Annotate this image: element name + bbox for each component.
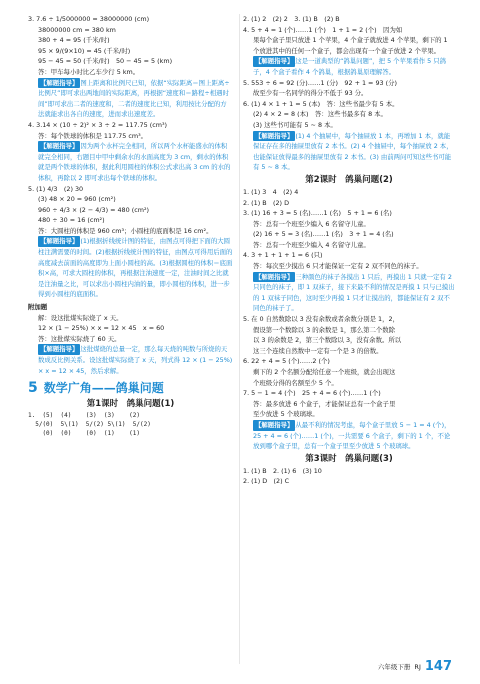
answer-line: 380 + 4 = 95 (千米/时) — [38, 36, 110, 45]
answer-line: (2) 4 × 2 = 8 (本) 答：这些书最多有 8 本。 — [253, 110, 387, 119]
answer-line: 至少放进 5 个玻璃球。 — [253, 410, 319, 419]
answer-line: 答：每个铁球的体积是 117.75 cm³。 — [38, 131, 148, 140]
answer-line: 3. (1) 16 + 3 = 5 (名)……1 (名) 5 + 1 = 6 (名) — [243, 209, 392, 218]
answer-grid-line: (0) (0) (0) (1) (1) — [28, 430, 140, 438]
unit-number: 5 — [28, 380, 38, 397]
tip-tag: 【解题指导】 — [40, 237, 79, 246]
page-footer — [378, 659, 452, 674]
right-column — [243, 14, 455, 487]
solution-tip — [28, 141, 233, 183]
column-divider — [239, 14, 240, 664]
tip-text: 这批煤烧的总量一定，那么每天烧的吨数与所烧的天数成反比例关系。设这批煤实际烧了 x 天，列式得 12 × (1 − 25%) × x = 12 × 45，然后求解。 — [38, 345, 233, 375]
solution-tip — [28, 344, 233, 376]
answer-line: 答：总有一个班至少编入 6 名留守儿童。 — [253, 219, 370, 228]
lesson-heading: 第1课时 鸽巢问题(1) — [86, 399, 175, 410]
answer-line: 6. 22 + 4 = 5 (个)……2 (个) — [243, 357, 330, 366]
answer-paragraph: 果每个盒子里只放进 1 个苹果，4 个盒子就放进 4 个苹果，剩下的 1 个放进其中的任何一个盒子，都会出现有一个盒子放进 2 个苹果。 — [253, 36, 448, 55]
answer-grid-line: 5/(0) 5\(1) 5/(2) 5\(1) 5/(2) — [28, 421, 151, 429]
answer-line: 以 3 的余数是 2，第三个数除以 3，没有余数。所以 — [253, 336, 402, 345]
tip-text: 这是一道典型的“鸽巢问题”，把 5 个苹果看作 5 只鸽子，4 个盒子看作 4 个鸽巢，根据鸽巢原理解答。 — [253, 57, 447, 76]
answer-line: (3) 这些书可能有 5 ~ 8 本。 — [253, 120, 337, 129]
unit-title: 数学广角——鸽巢问题 — [43, 381, 164, 396]
lesson-heading: 第2课时 鸽巢问题(2) — [305, 174, 393, 185]
tip-tag: 【解题指导】 — [255, 420, 294, 429]
lesson-heading: 第3课时 鸽巢问题(3) — [305, 453, 393, 464]
tip-tag: 【解题指导】 — [255, 131, 294, 140]
answer-line: 答：总有一个班至少编入 4 名留守儿童。 — [253, 240, 370, 249]
answer-line: 答：每次至少摸出 6 只才能保证一定有 2 双不同色的袜子。 — [253, 262, 423, 271]
answer-line: 38000000 cm = 380 km — [38, 25, 116, 34]
solution-tip — [28, 78, 233, 120]
answer-line: 5. (1) 4/3 (2) 30 — [28, 184, 84, 193]
tip-tag: 【解题指导】 — [255, 57, 294, 66]
answer-line: 95 − 45 = 50 (千米/时) 50 − 45 = 5 (km) — [38, 57, 173, 66]
tip-tag: 【解题指导】 — [40, 345, 79, 354]
tip-text: 从最不利的情况考虑，每个盒子里放 5 − 1 = 4 (个)，25 + 4 = 6 (个)……1 (个)，一共需要 6 个盒子，剩下的 1 个，不论放到哪个盒子里，总有一个盒子里至少放进 5 个玻璃球。 — [253, 420, 451, 451]
answer-line: 3. 7.6 ÷ 1/5000000 = 38000000 (cm) — [28, 15, 150, 23]
answer-line: 7. 5 − 1 = 4 (个) 25 + 4 = 6 (个)……1 (个) — [243, 389, 381, 398]
answer-line: 2. (1) 2 (2) 2 3. (1) B (2) B — [243, 15, 340, 23]
answer-line: (3) 48 × 20 = 960 (cm²) — [38, 195, 116, 204]
tip-text: 因为两个水杯完全相同，所以两个水杯能盛水的体积就完全相同，右题目中甲中剩余水的水面高度为 3 cm，剩水的体积就是两个铁球的体积，据此利用圆柱的体积公式求出高 3 cm 的水的体积，再除以 2 即可求出每个铁球的体积。 — [38, 142, 231, 182]
solution-tip — [243, 131, 455, 173]
tip-tag: 【解题指导】 — [40, 78, 79, 87]
answer-line: 答：甲车每小时比乙车少行 5 km。 — [38, 67, 140, 76]
answer-line: 6. (1) 4 × 1 + 1 = 5 (本) 答：这些书最少有 5 本。 — [243, 99, 399, 108]
answer-line: 答：这批煤实际烧了 60 天。 — [38, 334, 121, 343]
answer-line: 个班级分得的名额至少 5 个。 — [253, 378, 338, 387]
answer-line: 960 ÷ 4/3 × (2 − 4/3) = 480 (cm²) — [38, 205, 150, 214]
tip-text: 图上距离和比例尺已知，依据“实际距离＝图上距离÷比例尺”即可求出两地间的实际距离，再根据“速度和＝路程÷相遇时间”即可求出二者的速度和，二者的速度比已知，利用按比分配的方法就能求出各自的速度，进而求出速度差。 — [38, 78, 230, 119]
answer-grid-line: 1. (5) (4) (3) (3) (2) — [28, 412, 140, 420]
answer-line: 95 × 9/(9×10) = 45 (千米/时) — [38, 46, 131, 55]
tip-tag: 【解题指导】 — [255, 272, 294, 281]
answer-line: (2) 16 + 5 = 3 (名)……1 (名) 3 + 1 = 4 (名) — [253, 230, 394, 239]
answer-line: 答：大圆柱的体积是 960 cm³；小圆柱的底面积是 16 cm²。 — [38, 226, 213, 235]
answer-line: 解：设这批煤实际烧了 x 天。 — [38, 313, 123, 322]
answer-line: 5. 553 ÷ 6 = 92 (分)……1 (分) 92 + 1 = 93 (分) — [243, 78, 397, 87]
answer-line: 这三个连续自然数中一定有一个是 3 的倍数。 — [253, 346, 383, 355]
solution-tip — [28, 236, 233, 300]
answer-line: 故至少有一名同学的得分不低于 93 分。 — [253, 89, 368, 98]
answer-line: 4. 3 + 1 + 1 + 1 = 6 (只) — [243, 251, 323, 260]
answer-line: 5. 在 0 自然数除以 3 没有余数或者余数分别是 1，2， — [243, 315, 399, 324]
tip-text: 三种颜色的袜子各摸出 1 只后，再摸出 1 只就一定有 2 只同色的袜子，即 1 双袜子，接下来最不利的情况是再摸 1 只与已摸出的 1 双袜子同色，这时至少再摸 1 只才让摸出的，都能保证有 2 双不同色的袜子了。 — [253, 272, 455, 313]
answer-line: 2. (1) D (2) C — [243, 477, 290, 486]
edition-label: RJ — [414, 662, 421, 671]
answer-line: 4. 5 + 4 = 1 (个)……1 (个) 1 + 1 = 2 (个) 因为如 — [243, 25, 403, 34]
answer-line: 2. (1) B (2) D — [243, 198, 289, 207]
tip-text: (1) 4 个抽屉中，每个抽屉放 1 本，再增加 1 本，就能保证存在多的抽屉里放有 2 本书。(2) 4 个抽屉中，每个抽屉放 2 本，也能保证放得最多的抽屉里放有 2 本书。(3) 由前两问可知这些书可能有 5 ~ 8 本。 — [253, 131, 453, 172]
answer-line: 剩下的 2 个名额分配给任意一个班级，就会出现这 — [253, 368, 396, 376]
left-column — [28, 14, 233, 438]
answer-line: 4. 3.14 × (10 ÷ 2)² × 3 ÷ 2 = 117.75 (cm³) — [28, 120, 168, 129]
tip-text: (1)根据折线统计图的特征，由图点可得把下面的大圆柱注满需要的时间。(2)根据折线统计图的特征，由图点可得用后面的高度减去前面的高度即为上面小圆柱的高。(3)根据圆柱的体积＝底面积×高，可求大圆柱的体积，再根据注油速度一定，注油时间之比就是注油量之比，可以求出小圆柱内油的量，即小圆柱的体积，进一步得到小圆柱的底面积。 — [38, 237, 233, 299]
tip-tag: 【解题指导】 — [40, 142, 79, 151]
answer-line: 480 ÷ 30 = 16 (cm²) — [38, 216, 105, 225]
page-number: 147 — [424, 659, 452, 674]
unit-heading — [28, 379, 233, 397]
solution-tip — [243, 420, 455, 452]
solution-tip — [243, 56, 455, 77]
answer-line: 1. (1) 3 4 (2) 4 — [243, 187, 299, 196]
answer-line: 1. (1) B 2. (1) 6 (3) 10 — [243, 466, 322, 475]
answer-line: 答：最多放进 6 个盒子，才能保证总有一个盒子里 — [253, 399, 396, 408]
extra-section-title: 附加题 — [28, 303, 48, 312]
answer-line: 假设第一个数除以 3 的余数是 1，那么第二个数除 — [253, 325, 396, 334]
answer-line: 12 × (1 − 25%) × x = 12 × 45 x = 60 — [38, 324, 165, 333]
grade-label: 六年级下册 — [377, 663, 411, 671]
solution-tip — [243, 272, 455, 314]
